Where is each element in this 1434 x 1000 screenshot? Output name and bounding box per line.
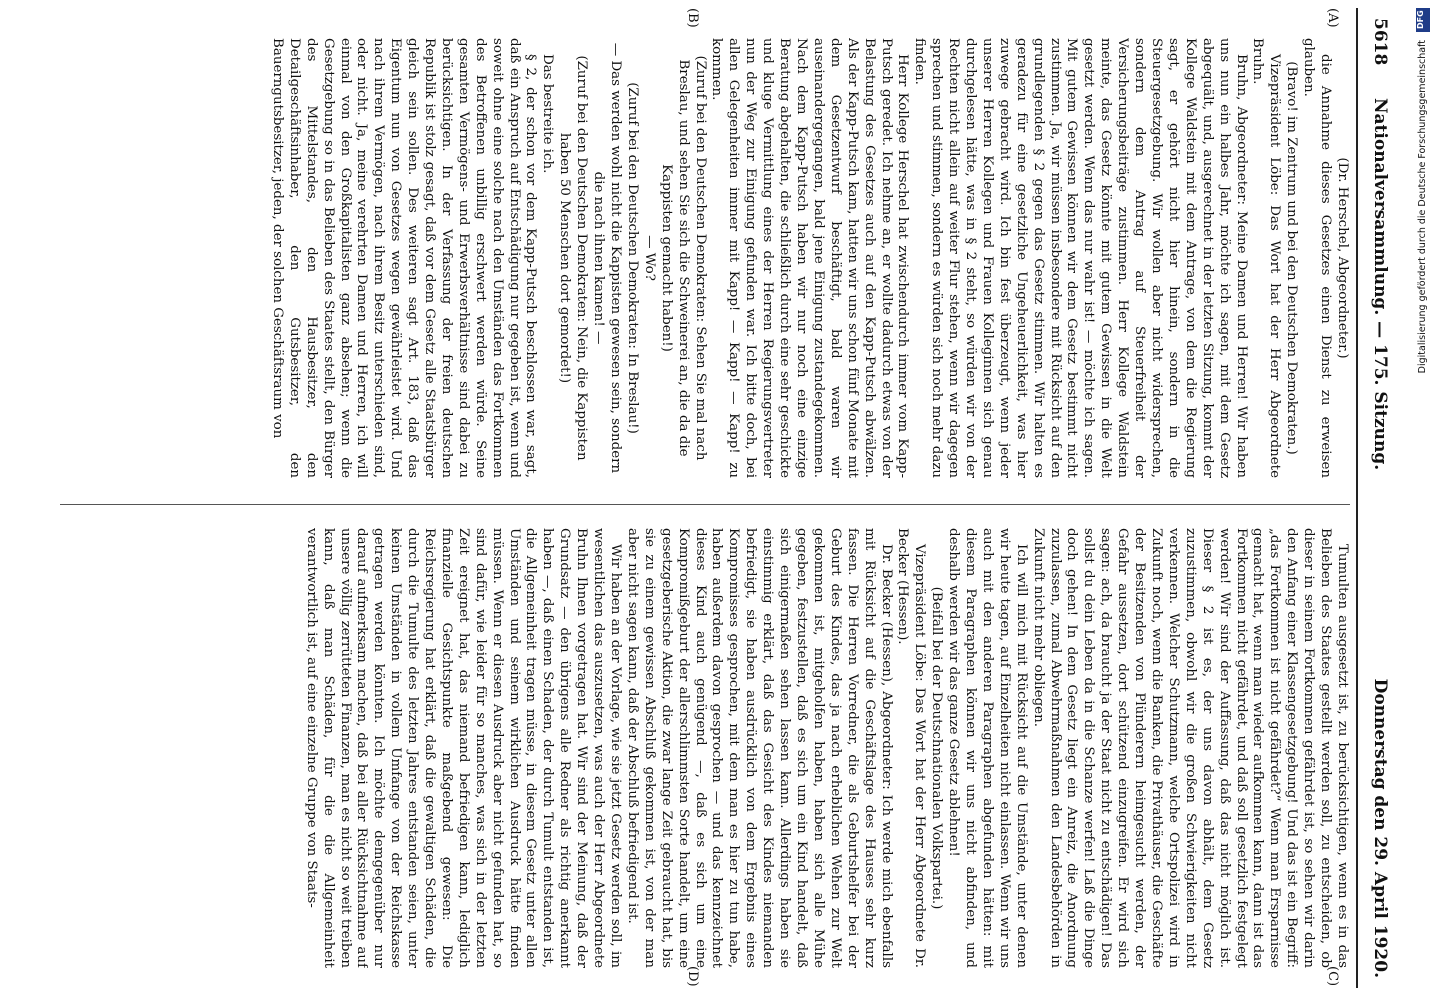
left-column-paragraph: (Bravo! im Zentrum und bei den Deutschen Demokraten.): [1284, 61, 1300, 455]
left-column-paragraph: Vizepräsident Löbe: Das Wort hat der Herr Abgeordnete Bruhn.: [1250, 38, 1283, 478]
right-column-paragraph: Ich will mich mit Rücksicht auf die Umstände, unter denen wir heute tagen, auf Einzelheiten nicht einlassen. Wenn wir uns auch mit den anderen Paragraphen abgefunden hätten: mit diesem Paragraphen können wir uns nicht abfinden, und deshalb werden wir das ganze Gesetz ablehnen!: [946, 528, 1029, 968]
column-separator: [60, 504, 1350, 505]
margin-marker-a: (A): [1325, 8, 1340, 28]
header-rule: [1356, 8, 1358, 988]
digitization-sidebar: [1414, 0, 1434, 1000]
digitization-credit: Digitalisierung gefördert durch die Deutsche Forschungsgemeinschaft: [1417, 40, 1428, 374]
left-column-paragraph: § 2, der schon vor dem Kapp-Putsch beschlossen war, sagt, daß ein Anspruch auf Entschädigung nur gegeben ist, wenn und soweit ohne eine solche nach den Umständen das Fortkommen des Betroffenen unbillig erschwert werden würde. Seine gesamten Vermögens- und Erwerbsverhältnisse sind dabei zu berücksichtigen. In der Verfassung der freien deutschen Republik ist stolz gesagt, daß vor dem Gesetz alle Staatsbürger gleich sein sollen. Des weiteren sagt Art. 183, daß das Eigentum nun von Gesetzes wegen gewährleistet wird. Und nach ihrem Vermögen, nach ihrem Besitz unterschieden sind, oder nicht. Ja, meine verehrten Damen und Herren, ich will einmal von den Großkapitalisten ganz absehen; wenn die Gesetzgebung so in das Belieben des Staates stellt, den Bürger des Mittelstandes, den Hausbesitzer, den Detailgeschäftsinhaber, den Gutsbesitzer, den Bauerngutsbesitzer, jeden, der solchen Geschäftsraum von: [269, 38, 539, 478]
margin-marker-b: (B): [685, 8, 700, 28]
header-left-title: Nationalversammlung. — 175. Sitzung.: [1370, 98, 1390, 471]
left-column-paragraph: (Zuruf bei den Deutschen Demokraten: Sehen Sie mal nach Breslau, und sehen Sie sich die Schweinerei an, die da die Kappisten gemacht haben!): [658, 55, 708, 461]
left-column-paragraph: (Zuruf bei den Deutschen Demokraten: Nein, die Kappisten haben 50 Menschen dort gemordet!): [557, 55, 590, 461]
left-column-paragraph: Bruhn, Abgeordneter: Meine Damen und Herren! Wir haben uns nun ein halbes Jahr, möchte ich sagen, mit dem Gesetz abgequält, und, ausgerechnet in der letzten Sitzung, kommt der Kollege Waldstein mit dem Antrage, von dem die Regierung sagt, er gehört nicht hier hinein, sondern in die Steuergesetzgebung. Wir wollen aber nicht widersprechen, sondern dem Antrag auf Steuerfreiheit der Versicherungsbeiträge zustimmen. Herr Kollege Waldstein meinte, das Gesetz könnte mit gutem Gewissen in die Welt gesetzt werden. Wenn das nur wahr ist! — möchte ich sagen. Mit gutem Gewissen können wir dem Gesetz bestimmt nicht zustimmen. Ja, wir müssen insbesondere mit Rücksicht auf den grundlegenden § 2 gegen das Gesetz stimmen. Wir halten es geradezu für eine gesetzliche Ungeheuerlichkeit, was hier zuwege gebracht wird. Ich bin fest überzeugt, wenn jeder unserer Herren Kollegen und Frauen Kolleginnen sich genau durchgelesen hätte, was in § 2 steht, so würden wir von der Rechten nicht allein auf weiter Flur stehen, wenn wir dagegen sprechen und stimmen, sondern es würden sich noch mehr dazu finden.: [912, 38, 1249, 478]
left-column-paragraph: (Zuruf bei den Deutschen Demokraten: In Breslau!): [624, 82, 640, 434]
right-column-paragraph: Wir haben an der Vorlage, wie sie jetzt Gesetz werden soll, im wesentlichen das auszusetzen, was auch der Herr Abgeordnete Bruhn Ihnen vorgetragen hat. Wir sind der Meinung, daß der Grundsatz — den übrigens alle Redner als richtig anerkannt haben —, daß einen Schaden, der durch Tumult entstanden ist, die Allgemeinheit tragen müsse, in diesem Gesetz unter allen Umständen und seinem wirklichen Ausdruck hätte finden müssen. Wenn er diesen Ausdruck aber nicht gefunden hat, so sind dafür, wie leider für so manches, was sich in der letzten Zeit ereignet hat, das niemand befriedigen kann, lediglich finanzielle Gesichtspunkte maßgebend gewesen: Die Reichsregierung hat erklärt, daß die gewaltigen Schäden, die durch die Tumulte des letzten Jahres entstanden seien, unter keinen Umständen in vollem Umfange von der Reichskasse getragen werden könnten. Ich möchte demgegenüber nur darauf aufmerksam machen, daß bei aller Rücksichtnahme auf unsere völlig zerrütteten Finanzen, man es nicht so weit treiben kann, daß man Schäden, für die die Allgemeinheit verantwortlich ist, auf eine einzelne Gruppe von Staats-: [303, 528, 624, 968]
dfg-logo: DFG: [1416, 8, 1430, 32]
header-right-title: Donnerstag den 29. April 1920.: [1370, 678, 1390, 978]
left-column-paragraph: Herr Kollege Herschel hat zwischendurch immer vom Kapp-Putsch geredet. Ich nehme an, er wollte dadurch etwas von der Belastung des Gesetzes auch auf den Kapp-Putsch abwälzen. Als der Kapp-Putsch kam, hatten wir uns schon fünf Monate mit dem Gesetzentwurf beschäftigt, bald waren wir auseinandergegangen, bald jene Einigung zustandegekommen. Nach dem Kapp-Putsch haben wir nur noch eine einzige Beratung abgehalten, die schließlich durch eine sehr geschickte und kluge Vermittlung eines der Herren Regierungsvertreter nun der Weg zur Einigung gefunden war. Ich bitte doch, bei allen Gelegenheiten immer mit Kapp! — Kapp! — Kapp! zu kommen.: [709, 38, 911, 478]
right-text-column: [50, 528, 1350, 968]
left-text-column: [50, 38, 1350, 478]
margin-marker-c: (C): [1325, 966, 1340, 987]
margin-marker-d: (D): [685, 966, 700, 987]
right-column-paragraph: Dr. Becker (Hessen), Abgeordneter: Ich werde mich ebenfalls mit Rücksicht auf die Geschäftslage des Hauses sehr kurz fassen. Die Herren Vorredner, die als Geburtshelfer bei der Geburt des Kindes, das ja nach erheblichen Wehen zur Welt gekommen ist, mitgeholfen haben, haben sich alle Mühe gegeben, festzustellen, daß es sich um ein Kind handelt, daß sich einigermaßen sehen lassen kann. Allerdings haben sie einstimmig erklärt, daß das Gesicht des Kindes niemanden befriedigt, sie haben ausdrücklich von dem Ergebnis eines Kompromisses gesprochen, mit dem man es hier zu tun habe, haben außerdem davon gesprochen — und das kennzeichnet dieses Kind auch genügend —, daß es sich um eine Kompromißgeburt der allerschlimmsten Sorte handelt, um eine gesetzgeberische Aktion, die zwar lange Zeit gebraucht hat, bis sie zu einem gewissen Abschluß gekommen ist, von der man aber nicht sagen kann, daß der Abschluß befriedigend ist.: [624, 528, 894, 968]
rotated-newspaper-page: [40, 8, 1420, 988]
right-column-paragraph: Tumulten ausgesetzt ist, zu berücksichtigen, wenn es in das Belieben des Staates gestellt werden soll, zu entscheiden, ob dieser in seinem Fortkommen gefährdet ist, so sehen wir darin den Anfang einer Klassengesetzgebung! Und das ist ein Begriff: „das Fortkommen ist nicht gefährdet?“ Wenn man Ersparnisse gemacht hat, wenn man wieder aufkommen kann, dann ist das Fortkommen nicht gefährdet, und daß soll gesetzlich festgelegt werden! Wir sind der Auffassung, daß das nicht möglich ist. Dieser § 2 ist es, der uns davon abhält, dem Gesetz zuzustimmen, obwohl wir die großen Schwierigkeiten nicht verkennen. Welcher Schutzmann, welche Ortspolizei wird in Zukunft noch, wenn die Banken, die Privathäuser, die Geschäfte der Besitzenden von Plünderern heimgesucht werden, der Gefahr aussetzen, dort schützend einzugreifen. Er wird sich sagen: ach, da braucht ja der Staat nicht zu entschädigen! Das sollst du dein Leben da in die Schanze werfen! Laß die Dinge doch gehen! In dem Gesetz liegt ein Anreiz, die Anordnung zuzulassen, zumal Abwehrmaßnahmen den Landesbehörden in Zukunft nicht mehr obliegen.: [1030, 528, 1350, 968]
page-header: [1360, 8, 1400, 988]
left-column-paragraph: — Wo?: [641, 235, 657, 281]
right-column-paragraph: Vizepräsident Löbe: Das Wort hat der Herr Abgeordnete Dr. Becker (Hessen).: [895, 528, 928, 968]
right-column-paragraph: (Beifall bei der Deutschnationalen Volkspartei.): [929, 586, 945, 910]
page-number: 5618: [1370, 18, 1390, 66]
left-column-paragraph: (Dr. Herschel, Abgeordneter.): [1335, 157, 1350, 359]
left-column-paragraph: — Das werden wohl nicht die Kappisten gewesen sein, sondern die nach ihnen kamen! —: [591, 42, 624, 474]
left-column-paragraph: die Annahme dieses Gesetzes einen Dienst zu erweisen glauben.: [1301, 38, 1334, 478]
left-column-paragraph: Das bestreite ich.: [540, 54, 556, 174]
